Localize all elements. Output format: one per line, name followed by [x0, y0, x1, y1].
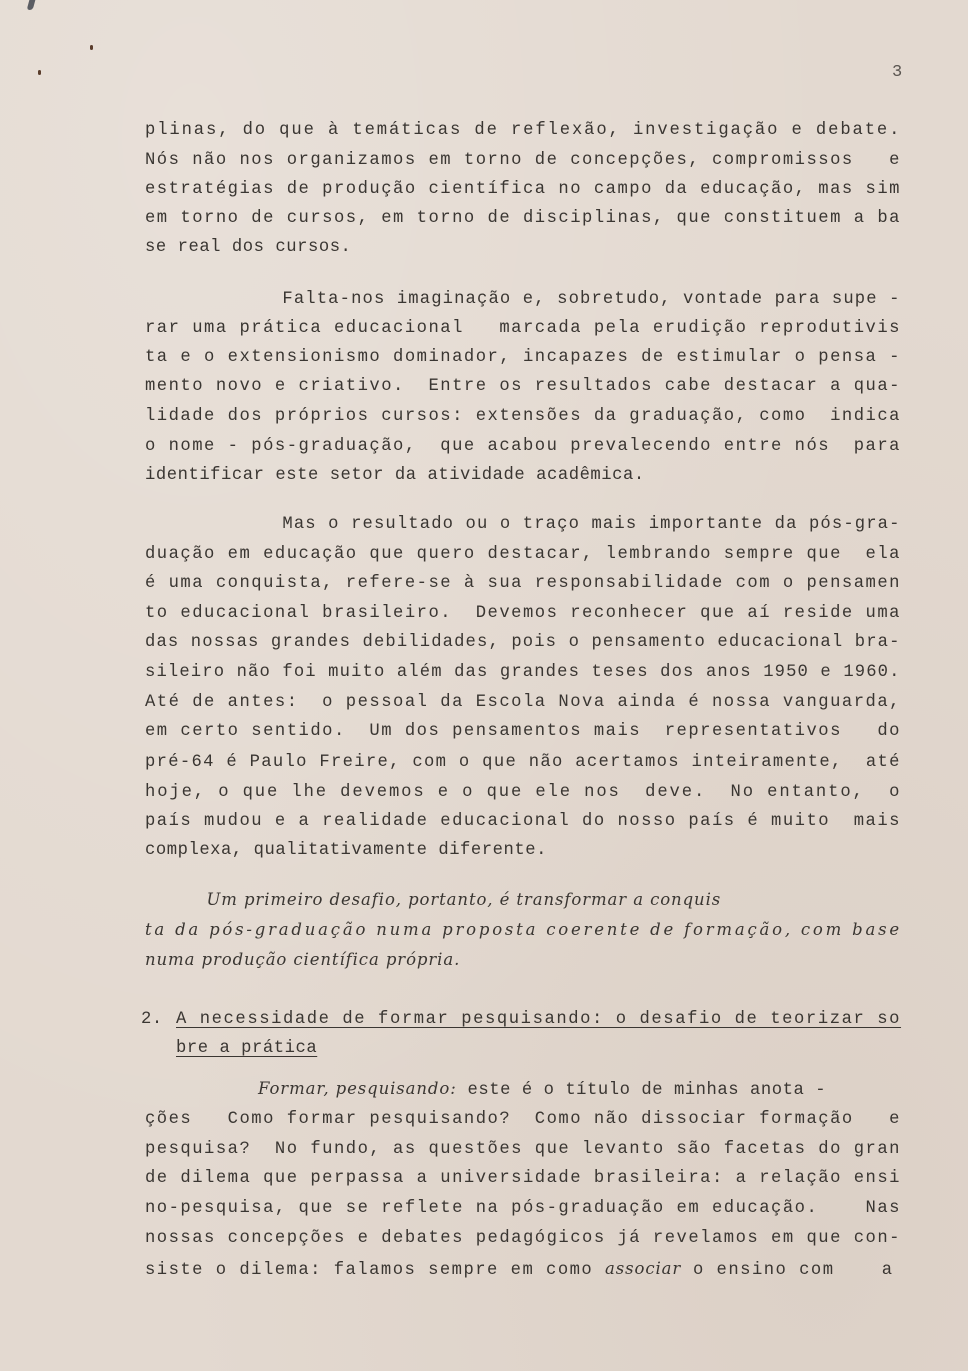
text-line: é uma conquista, refere-se à sua responsabilidade com o pensamen	[145, 574, 901, 593]
text-line: hoje, o que lhe devemos e o que ele nos deve. No entanto, o	[145, 783, 902, 802]
text-line: ta da pós-graduação numa proposta coerente de formação, com base	[145, 920, 902, 939]
italic-word: associar	[605, 1259, 682, 1278]
italic-lead: Formar, pesquisando:	[258, 1079, 457, 1098]
text-line: complexa, qualitativamente diferente.	[145, 841, 547, 860]
section-title-line: A necessidade de formar pesquisando: o desafio de teorizar so	[176, 1010, 902, 1029]
text-line	[145, 1258, 893, 1282]
section-number: 2.	[141, 1010, 163, 1029]
text-line: nossas concepções e debates pedagógicos já revelamos em que con-	[145, 1229, 901, 1248]
text-line: lidade dos próprios cursos: extensões da graduação, como indica	[145, 407, 901, 426]
text-line: em torno de cursos, em torno de disciplinas, que constituem a ba	[145, 209, 901, 228]
text-line: mento novo e criativo. Entre os resultados cabe destacar a qua-	[145, 377, 901, 396]
text-line: Um primeiro desafio, portanto, é transformar a conquis	[145, 890, 722, 909]
text-line: numa produção científica própria.	[145, 950, 461, 969]
text-line: Nós não nos organizamos em torno de concepções, compromissos e	[145, 151, 901, 170]
text-line: país mudou e a realidade educacional do nosso país é muito mais	[145, 812, 901, 831]
text-line: das nossas grandes debilidades, pois o pensamento educacional bra-	[145, 633, 901, 652]
text-line: se real dos cursos.	[145, 238, 352, 257]
ink-speck	[90, 45, 93, 50]
text-run: este é o título de minhas anota -	[456, 1081, 827, 1100]
text-line: rar uma prática educacional marcada pela erudição reprodutivis	[145, 319, 901, 338]
text-line: Mas o resultado ou o traço mais importante da pós-gra-	[145, 515, 901, 534]
text-line: o nome - pós-graduação, que acabou prevalecendo entre nós para	[145, 437, 901, 456]
section-title-line: bre a prática	[176, 1039, 318, 1058]
text-line: duação em educação que quero destacar, lembrando sempre que ela	[145, 545, 901, 564]
text-line: ta e o extensionismo dominador, incapazes de estimular o pensa -	[145, 348, 901, 367]
text-line: Falta-nos imaginação e, sobretudo, vontade para supe -	[145, 290, 901, 309]
ink-speck	[38, 70, 41, 75]
text-line: em certo sentido. Um dos pensamentos mais representativos do	[145, 722, 901, 741]
text-line	[258, 1078, 826, 1102]
text-line: identificar este setor da atividade acadêmica.	[145, 466, 645, 485]
text-line: sileiro não foi muito além das grandes teses dos anos 1950 e 1960.	[145, 663, 901, 682]
text-line: to educacional brasileiro. Devemos reconhecer que aí reside uma	[145, 604, 901, 623]
text-line: de dilema que perpassa a universidade brasileira: a relação ensi	[145, 1169, 901, 1188]
text-run: o ensino com a	[681, 1261, 894, 1280]
text-line: ções Como formar pesquisando? Como não dissociar formação e	[145, 1110, 901, 1129]
page-number: 3	[892, 63, 903, 82]
text-line: pesquisa? No fundo, as questões que levanto são facetas do gran	[145, 1140, 901, 1159]
text-line: plinas, do que à temáticas de reflexão, investigação e debate.	[145, 121, 902, 140]
text-line: no-pesquisa, que se reflete na pós-graduação em educação. Nas	[145, 1199, 901, 1218]
text-line: Até de antes: o pessoal da Escola Nova ainda é nossa vanguarda,	[145, 693, 901, 712]
text-run: siste o dilema: falamos sempre em como	[145, 1261, 606, 1280]
text-line: pré-64 é Paulo Freire, com o que não acertamos inteiramente, até	[145, 753, 901, 772]
text-line: estratégias de produção científica no campo da educação, mas sim	[145, 180, 901, 199]
